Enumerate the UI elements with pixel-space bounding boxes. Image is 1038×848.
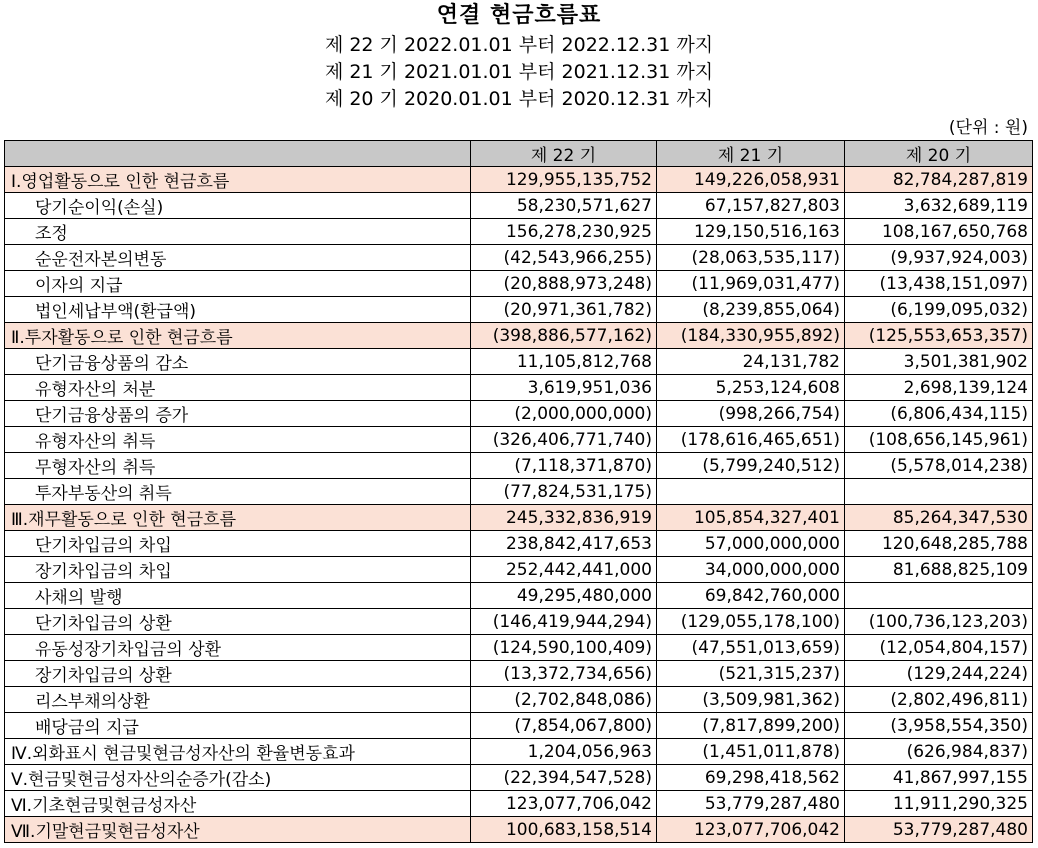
row-value-22: 238,842,417,653 — [471, 531, 657, 557]
row-value-21: 57,000,000,000 — [657, 531, 845, 557]
row-value-21: (47,551,013,659) — [657, 635, 845, 661]
row-value-21 — [657, 479, 845, 505]
row-value-21: (521,315,237) — [657, 661, 845, 687]
row-value-20: 85,264,347,530 — [845, 505, 1033, 531]
row-value-21: 69,298,418,562 — [657, 765, 845, 791]
row-value-20: 82,784,287,819 — [845, 167, 1033, 193]
row-value-20: (12,054,804,157) — [845, 635, 1033, 661]
row-label: 순운전자본의변동 — [5, 245, 471, 271]
row-value-20: 3,632,689,119 — [845, 193, 1033, 219]
table-row — [5, 297, 1033, 323]
row-value-22: (146,419,944,294) — [471, 609, 657, 635]
row-label: 유형자산의 처분 — [5, 375, 471, 401]
row-value-20: (129,244,224) — [845, 661, 1033, 687]
table-row — [5, 479, 1033, 505]
row-value-20: (108,656,145,961) — [845, 427, 1033, 453]
row-value-22: (2,702,848,086) — [471, 687, 657, 713]
row-value-21: 69,842,760,000 — [657, 583, 845, 609]
row-value-20: 41,867,997,155 — [845, 765, 1033, 791]
header-period-22: 제 22 기 — [471, 141, 657, 167]
row-value-22: 245,332,836,919 — [471, 505, 657, 531]
table-row — [5, 375, 1033, 401]
row-label: Ⅵ.기초현금및현금성자산 — [5, 791, 471, 817]
row-value-22: (13,372,734,656) — [471, 661, 657, 687]
table-row — [5, 219, 1033, 245]
table-row — [5, 583, 1033, 609]
row-value-20: 108,167,650,768 — [845, 219, 1033, 245]
row-value-21: (184,330,955,892) — [657, 323, 845, 349]
row-label: 리스부채의상환 — [5, 687, 471, 713]
row-value-22: (7,854,067,800) — [471, 713, 657, 739]
row-label: 투자부동산의 취득 — [5, 479, 471, 505]
row-value-22: 11,105,812,768 — [471, 349, 657, 375]
row-value-22: (22,394,547,528) — [471, 765, 657, 791]
row-label: 단기차입금의 차입 — [5, 531, 471, 557]
row-label: Ⅱ.투자활동으로 인한 현금흐름 — [5, 323, 471, 349]
table-row — [5, 453, 1033, 479]
row-value-22: (42,543,966,255) — [471, 245, 657, 271]
table-row — [5, 791, 1033, 817]
table-row — [5, 661, 1033, 687]
row-value-21: (3,509,981,362) — [657, 687, 845, 713]
row-value-20: 81,688,825,109 — [845, 557, 1033, 583]
row-value-21: 105,854,327,401 — [657, 505, 845, 531]
table-row — [5, 531, 1033, 557]
row-value-22: 100,683,158,514 — [471, 817, 657, 843]
table-row — [5, 609, 1033, 635]
table-row — [5, 817, 1033, 843]
row-value-22: (2,000,000,000) — [471, 401, 657, 427]
row-label: Ⅲ.재무활동으로 인한 현금흐름 — [5, 505, 471, 531]
row-value-21: (178,616,465,651) — [657, 427, 845, 453]
row-value-20: (626,984,837) — [845, 739, 1033, 765]
row-value-21: 34,000,000,000 — [657, 557, 845, 583]
row-value-20: 3,501,381,902 — [845, 349, 1033, 375]
period-line-20: 제 20 기 2020.01.01 부터 2020.12.31 까지 — [324, 88, 714, 110]
row-label: 단기금융상품의 감소 — [5, 349, 471, 375]
table-header-row — [5, 141, 1033, 167]
row-value-21: 129,150,516,163 — [657, 219, 845, 245]
row-value-22: 3,619,951,036 — [471, 375, 657, 401]
row-value-22: 129,955,135,752 — [471, 167, 657, 193]
page-title: 연결 현금흐름표 — [436, 3, 602, 28]
row-value-22: 49,295,480,000 — [471, 583, 657, 609]
table-row — [5, 713, 1033, 739]
row-value-20: (5,578,014,238) — [845, 453, 1033, 479]
row-value-20: 53,779,287,480 — [845, 817, 1033, 843]
row-value-20: (9,937,924,003) — [845, 245, 1033, 271]
table-row — [5, 739, 1033, 765]
row-value-22: (77,824,531,175) — [471, 479, 657, 505]
table-row — [5, 245, 1033, 271]
row-label: 당기순이익(손실) — [5, 193, 471, 219]
period-line-21: 제 21 기 2021.01.01 부터 2021.12.31 까지 — [324, 61, 714, 83]
table-row — [5, 349, 1033, 375]
table-row — [5, 557, 1033, 583]
row-value-21: (129,055,178,100) — [657, 609, 845, 635]
row-label: 유형자산의 취득 — [5, 427, 471, 453]
table-row — [5, 401, 1033, 427]
table-row — [5, 193, 1033, 219]
table-row — [5, 427, 1033, 453]
row-value-22: 252,442,441,000 — [471, 557, 657, 583]
row-value-22: (7,118,371,870) — [471, 453, 657, 479]
row-label: 배당금의 지급 — [5, 713, 471, 739]
row-value-20: (2,802,496,811) — [845, 687, 1033, 713]
row-value-21: (7,817,899,200) — [657, 713, 845, 739]
row-value-22: 1,204,056,963 — [471, 739, 657, 765]
row-value-22: 123,077,706,042 — [471, 791, 657, 817]
row-value-21: (28,063,535,117) — [657, 245, 845, 271]
row-value-21: 5,253,124,608 — [657, 375, 845, 401]
table-row — [5, 505, 1033, 531]
header-period-21: 제 21 기 — [657, 141, 845, 167]
row-value-20: (6,199,095,032) — [845, 297, 1033, 323]
row-value-22: 58,230,571,627 — [471, 193, 657, 219]
header-period-20: 제 20 기 — [845, 141, 1033, 167]
row-value-21: 67,157,827,803 — [657, 193, 845, 219]
row-value-22: (20,888,973,248) — [471, 271, 657, 297]
row-value-21: 123,077,706,042 — [657, 817, 845, 843]
unit-label: (단위 : 원) — [948, 118, 1028, 138]
row-value-22: 156,278,230,925 — [471, 219, 657, 245]
row-value-20: (13,438,151,097) — [845, 271, 1033, 297]
table-row — [5, 635, 1033, 661]
row-value-21: (11,969,031,477) — [657, 271, 845, 297]
table-row — [5, 687, 1033, 713]
cash-flow-table — [4, 140, 1033, 843]
table-body — [5, 167, 1033, 843]
row-label: 유동성장기차입금의 상환 — [5, 635, 471, 661]
row-value-21: 149,226,058,931 — [657, 167, 845, 193]
row-label: 법인세납부액(환급액) — [5, 297, 471, 323]
row-value-20: 2,698,139,124 — [845, 375, 1033, 401]
row-value-22: (124,590,100,409) — [471, 635, 657, 661]
row-value-22: (398,886,577,162) — [471, 323, 657, 349]
row-value-20 — [845, 479, 1033, 505]
row-label: Ⅶ.기말현금및현금성자산 — [5, 817, 471, 843]
row-label: 단기금융상품의 증가 — [5, 401, 471, 427]
row-value-21: (5,799,240,512) — [657, 453, 845, 479]
row-value-20: (3,958,554,350) — [845, 713, 1033, 739]
row-value-22: (326,406,771,740) — [471, 427, 657, 453]
row-value-21: (1,451,011,878) — [657, 739, 845, 765]
row-label: Ⅰ.영업활동으로 인한 현금흐름 — [5, 167, 471, 193]
row-value-20: 11,911,290,325 — [845, 791, 1033, 817]
row-value-20: (125,553,653,357) — [845, 323, 1033, 349]
row-value-20: 120,648,285,788 — [845, 531, 1033, 557]
row-value-21: (8,239,855,064) — [657, 297, 845, 323]
row-label: 사채의 발행 — [5, 583, 471, 609]
table-row — [5, 167, 1033, 193]
row-value-22: (20,971,361,782) — [471, 297, 657, 323]
period-line-22: 제 22 기 2022.01.01 부터 2022.12.31 까지 — [324, 34, 714, 56]
row-value-21: (998,266,754) — [657, 401, 845, 427]
row-value-20 — [845, 583, 1033, 609]
row-label: 이자의 지급 — [5, 271, 471, 297]
row-label: 장기차입금의 차입 — [5, 557, 471, 583]
row-label: Ⅳ.외화표시 현금및현금성자산의 환율변동효과 — [5, 739, 471, 765]
row-value-21: 24,131,782 — [657, 349, 845, 375]
row-label: 단기차입금의 상환 — [5, 609, 471, 635]
row-label: Ⅴ.현금및현금성자산의순증가(감소) — [5, 765, 471, 791]
row-label: 조정 — [5, 219, 471, 245]
row-value-21: 53,779,287,480 — [657, 791, 845, 817]
table-row — [5, 765, 1033, 791]
table-row — [5, 271, 1033, 297]
header-label-column — [5, 141, 471, 167]
table-row — [5, 323, 1033, 349]
row-label: 장기차입금의 상환 — [5, 661, 471, 687]
row-value-20: (100,736,123,203) — [845, 609, 1033, 635]
row-value-20: (6,806,434,115) — [845, 401, 1033, 427]
row-label: 무형자산의 취득 — [5, 453, 471, 479]
